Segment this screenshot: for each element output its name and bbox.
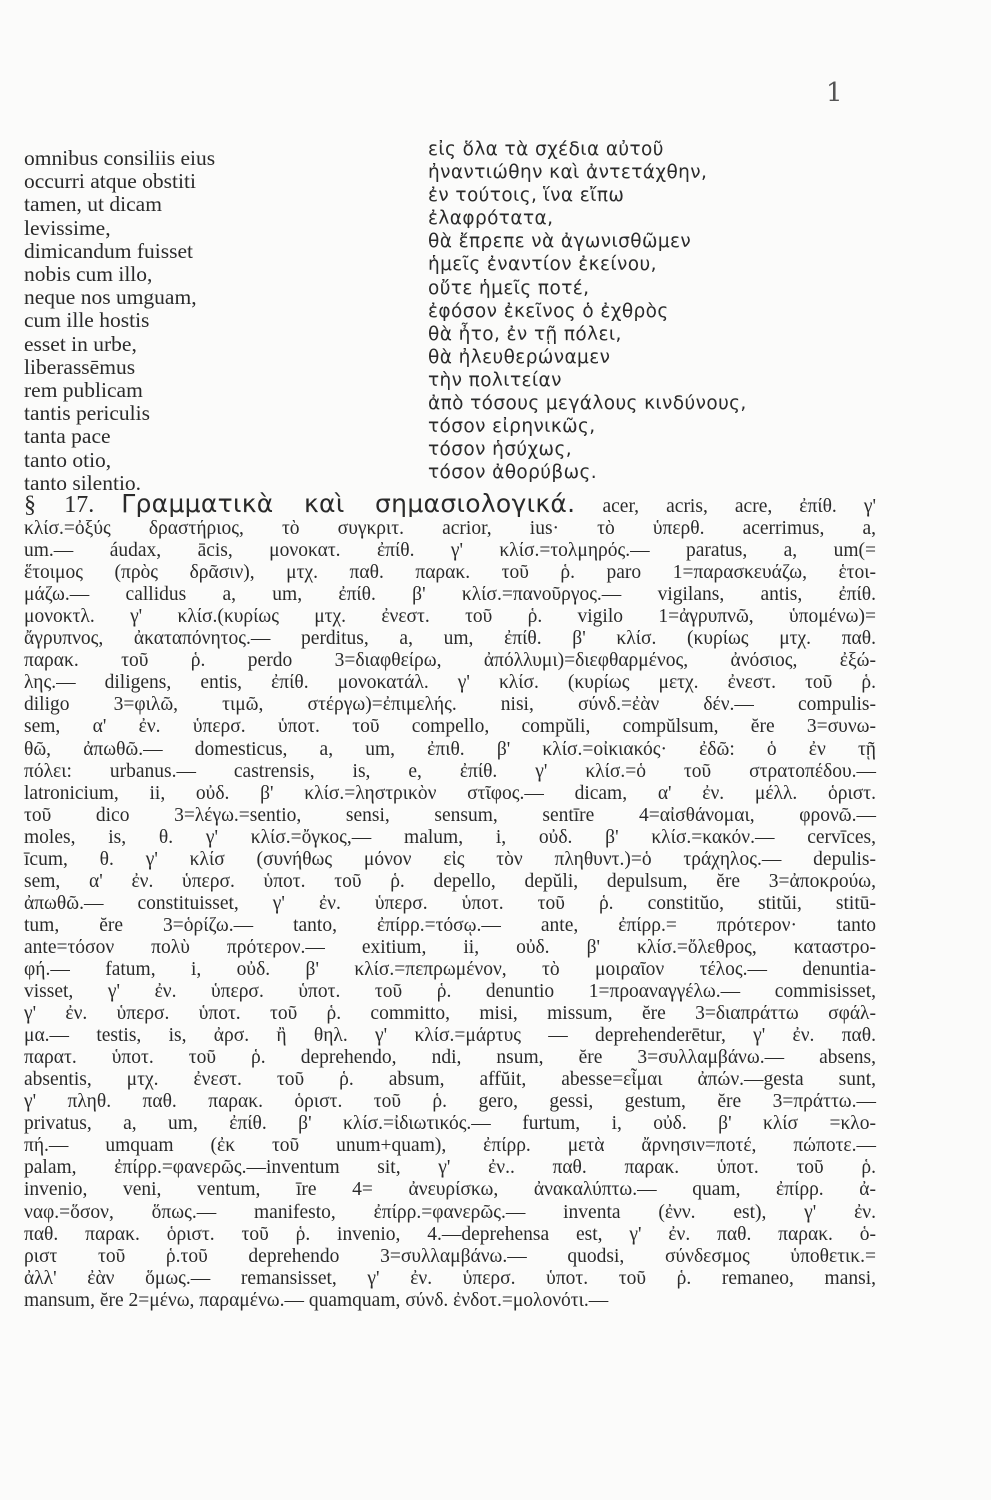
greek-line: θὰ ἠλευθερώναμεν <box>428 346 611 368</box>
section-number: § 17. <box>24 492 95 518</box>
latin-line: esset in urbe, <box>24 331 137 356</box>
latin-line: nobis cum illo, <box>24 262 153 287</box>
latin-text-column <box>24 147 404 495</box>
greek-line: ἀπὸ τόσους μεγάλους κινδύνους, <box>428 393 747 415</box>
commentary-line: παθ. παρακ. ὁριστ. τοῦ ῥ. invenio, 4.—deprehensa est, γ' ἐν. παθ. παρακ. ὁ- <box>24 1223 876 1245</box>
greek-line: τόσον ἀθορύβως. <box>428 462 598 484</box>
latin-line: liberassēmus <box>24 354 136 379</box>
commentary-line: παρακ. τοῦ ῥ. perdo 3=διαφθείρω, ἀπόλλυμι)=διεφθαρμένος, ἀνόσιος, ἐξώ- <box>24 650 876 672</box>
commentary-line: sem, α' ἐν. ὑπερσ. ὑποτ. τοῦ compello, compŭli, compŭlsum, ĕre 3=συνω- <box>24 716 876 738</box>
latin-line: occurri atque obstiti <box>24 169 196 194</box>
latin-line: omnibus consiliis eius <box>24 146 216 170</box>
commentary-line: sem, α' ἐν. ὑπερσ. ὑποτ. τοῦ ῥ. depello, depŭli, depulsum, ĕre 3=ἀποκρούω, <box>24 870 876 892</box>
commentary-line: κλίσ.=ὀξύς δραστήριος, τὸ συγκριτ. acrior, ius· τὸ ὑπερθ. acerrimus, a, <box>24 518 876 540</box>
commentary-line: θῶ, ἀπωθῶ.— domesticus, a, um, ἐπιθ. β' κλίσ.=οἰκιακός· ἐδῶ: ὁ ἐν τῇ <box>24 738 876 760</box>
commentary-line: μα.— testis, is, ἀρσ. ἢ θηλ. γ' κλίσ.=μάρτυς — deprehenderētur, γ' ἐν. παθ. <box>24 1025 876 1047</box>
greek-line: θὰ ἦτο, ἐν τῇ πόλει, <box>428 323 622 345</box>
commentary-line: latronicium, ii, οὐδ. β' κλίσ.=ληστρικὸν στῖφος.— dicam, α' ἐν. μέλλ. ὁριστ. <box>24 782 876 804</box>
commentary-line: palam, ἐπίρρ.=φανερῶς.—inventum sit, γ' ἐν.. παθ. παρακ. ὑποτ. τοῦ ῥ. <box>24 1157 876 1179</box>
commentary-line: ἀπωθῶ.— constituisset, γ' ἐν. ὑπερσ. ὑποτ. τοῦ ῥ. constitŭo, stitŭi, stitū- <box>24 892 876 914</box>
commentary-line: τοῦ dico 3=λέγω.=sentio, sensi, sensum, sentīre 4=αἰσθάνομαι, φρονῶ.— <box>24 804 876 826</box>
commentary-line: παρατ. ὑποτ. τοῦ ῥ. deprehendo, ndi, nsum, ĕre 3=συλλαμβάνω.— absens, <box>24 1047 876 1069</box>
latin-line: tanto otio, <box>24 447 112 472</box>
latin-line: tamen, ut dicam <box>24 192 162 217</box>
greek-line: ἡμεῖς ἐναντίον ἐκείνου, <box>428 254 657 276</box>
latin-line: tanto silentio. <box>24 470 142 495</box>
commentary-line: absentis, μτχ. ἐνεστ. τοῦ ῥ. absum, affŭit, abesse=εἶμαι ἀπών.—gesta sunt, <box>24 1069 876 1091</box>
commentary-line: γ' πληθ. παθ. παρακ. ὁριστ. τοῦ ῥ. gero, gessi, gestum, ĕre 3=πράττω.— <box>24 1091 876 1113</box>
section-heading <box>24 489 876 518</box>
greek-line: τὴν πολιτείαν <box>428 369 562 391</box>
section-first-line-text: acer, acris, acre, ἐπίθ. γ' <box>602 496 876 517</box>
latin-line: neque nos umguam, <box>24 285 197 310</box>
commentary-line: μάζω.— callidus a, um, ἐπίθ. β' κλίσ.=πανοῦργος.— vigilans, antis, ἐπίθ. <box>24 584 876 606</box>
commentary-line: φή.— fatum, i, οὐδ. β' κλίσ.=πεπρωμένον, τὸ μοιραῖον τέλος.— denuntia- <box>24 958 876 980</box>
greek-line: ἠναντιώθην καὶ ἀντετάχθην, <box>428 162 708 184</box>
commentary-line: mansum, ĕre 2=μένω, παραμένω.— quamquam, σύνδ. ἐνδοτ.=μολονότι.— <box>24 1289 609 1311</box>
latin-line: dimicandum fuisset <box>24 238 193 263</box>
commentary-line: γ' ἐν. ὑπερσ. ὑποτ. τοῦ ῥ. committo, misi, missum, ĕre 3=διαπράττω σφάλ- <box>24 1003 876 1025</box>
greek-line: τόσον ἡσύχως, <box>428 439 572 461</box>
commentary-line: invenio, veni, ventum, īre 4= ἀνευρίσκω, ἀνακαλύπτω.— quam, ἐπίρρ. ἀ- <box>24 1179 876 1201</box>
commentary-line: ἕτοιμος (πρὸς δρᾶσιν), μτχ. παθ. παρακ. τοῦ ῥ. paro 1=παρασκευάζω, ἑτοι- <box>24 562 876 584</box>
greek-line: τόσον εἰρηνικῶς, <box>428 416 596 438</box>
latin-line: rem publicam <box>24 378 143 403</box>
commentary-line: visset, γ' ἐν. ὑπερσ. ὑποτ. τοῦ ῥ. denuntio 1=προαναγγέλω.— commisisset, <box>24 981 876 1003</box>
latin-line: tanta pace <box>24 424 111 449</box>
page-number: 1 <box>826 78 843 108</box>
section-title: Γραμματικὰ καὶ σημασιολογικά. <box>121 489 576 518</box>
commentary-line: īcum, θ. γ' κλίσ (συνήθως μόνον εἰς τὸν πληθυντ.)=ὁ τράχηλος.— depulis- <box>24 848 876 870</box>
commentary-line: λης.— diligens, entis, ἐπίθ. μονοκατάλ. γ' κλίσ. (κυρίως μετχ. ἐνεστ. τοῦ ῥ. <box>24 672 876 694</box>
commentary-section <box>24 489 876 1312</box>
greek-line: εἰς ὅλα τὰ σχέδια αὐτοῦ <box>428 139 664 160</box>
greek-line: ἐν τούτοις, ἵνα εἴπω <box>428 185 625 207</box>
latin-line: levissime, <box>24 215 111 240</box>
greek-translation-column <box>428 138 848 484</box>
commentary-line: ante=τόσον πολὺ πρότερον.— exitium, ii, οὐδ. β' κλίσ.=ὄλεθρος, καταστρο- <box>24 936 876 958</box>
commentary-line: ἄγρυπνος, ἀκαταπόνητος.— perditus, a, um, ἐπίθ. β' κλίσ. (κυρίως μτχ. παθ. <box>24 628 876 650</box>
greek-line: θὰ ἔπρεπε νὰ ἀγωνισθῶμεν <box>428 231 692 253</box>
commentary-line: ναφ.=ὅσον, ὅπως.— manifesto, ἐπίρρ.=φανερῶς.— inventa (ἐνν. est), γ' ἐν. <box>24 1201 876 1223</box>
latin-line: tantis periculis <box>24 401 150 426</box>
latin-line: cum ille hostis <box>24 308 150 333</box>
commentary-line: πή.— umquam (ἐκ τοῦ unum+quam), ἐπίρρ. μετὰ ἄρνησιν=ποτέ, πώποτε.— <box>24 1135 876 1157</box>
commentary-line: diligo 3=φιλῶ, τιμῶ, στέργω)=ἐπιμελής. nisi, σύνδ.=ἐὰν δέν.— compulis- <box>24 694 876 716</box>
greek-line: ἐφόσον ἐκεῖνος ὁ ἐχθρὸς <box>428 300 669 322</box>
commentary-line: um.— áudax, ācis, μονοκατ. ἐπίθ. γ' κλίσ.=τολμηρός.— paratus, a, um(= <box>24 540 876 562</box>
commentary-line: privatus, a, um, ἐπίθ. β' κλίσ.=ἰδιωτικός.— furtum, i, οὐδ. β' κλίσ =κλο- <box>24 1113 876 1135</box>
greek-line: ἐλαφρότατα, <box>428 208 554 230</box>
greek-line: οὔτε ἡμεῖς ποτέ, <box>428 277 590 299</box>
commentary-line: ριστ τοῦ ῥ.τοῦ deprehendo 3=συλλαμβάνω.— quodsi, σύνδεσμος ὑποθετικ.= <box>24 1245 876 1267</box>
commentary-line: moles, is, θ. γ' κλίσ.=ὄγκος,— malum, i, οὐδ. β' κλίσ.=κακόν.— cervīces, <box>24 826 876 848</box>
commentary-line: μονοκτλ. γ' κλίσ.(κυρίως μτχ. ἐνεστ. τοῦ ῥ. vigilo 1=ἀγρυπνῶ, ὑπομένω)= <box>24 606 876 628</box>
commentary-line: tum, ĕre 3=ὁρίζω.— tanto, ἐπίρρ.=τόσῳ.— ante, ἐπίρρ.= πρότερον· tanto <box>24 914 876 936</box>
commentary-line: ἀλλ' ἐὰν ὅμως.— remansisset, γ' ἐν. ὑπερσ. ὑποτ. τοῦ ῥ. remaneo, mansi, <box>24 1267 876 1289</box>
commentary-line: πόλει: urbanus.— castrensis, is, e, ἐπίθ. γ' κλίσ.=ὁ τοῦ στρατοπέδου.— <box>24 760 876 782</box>
